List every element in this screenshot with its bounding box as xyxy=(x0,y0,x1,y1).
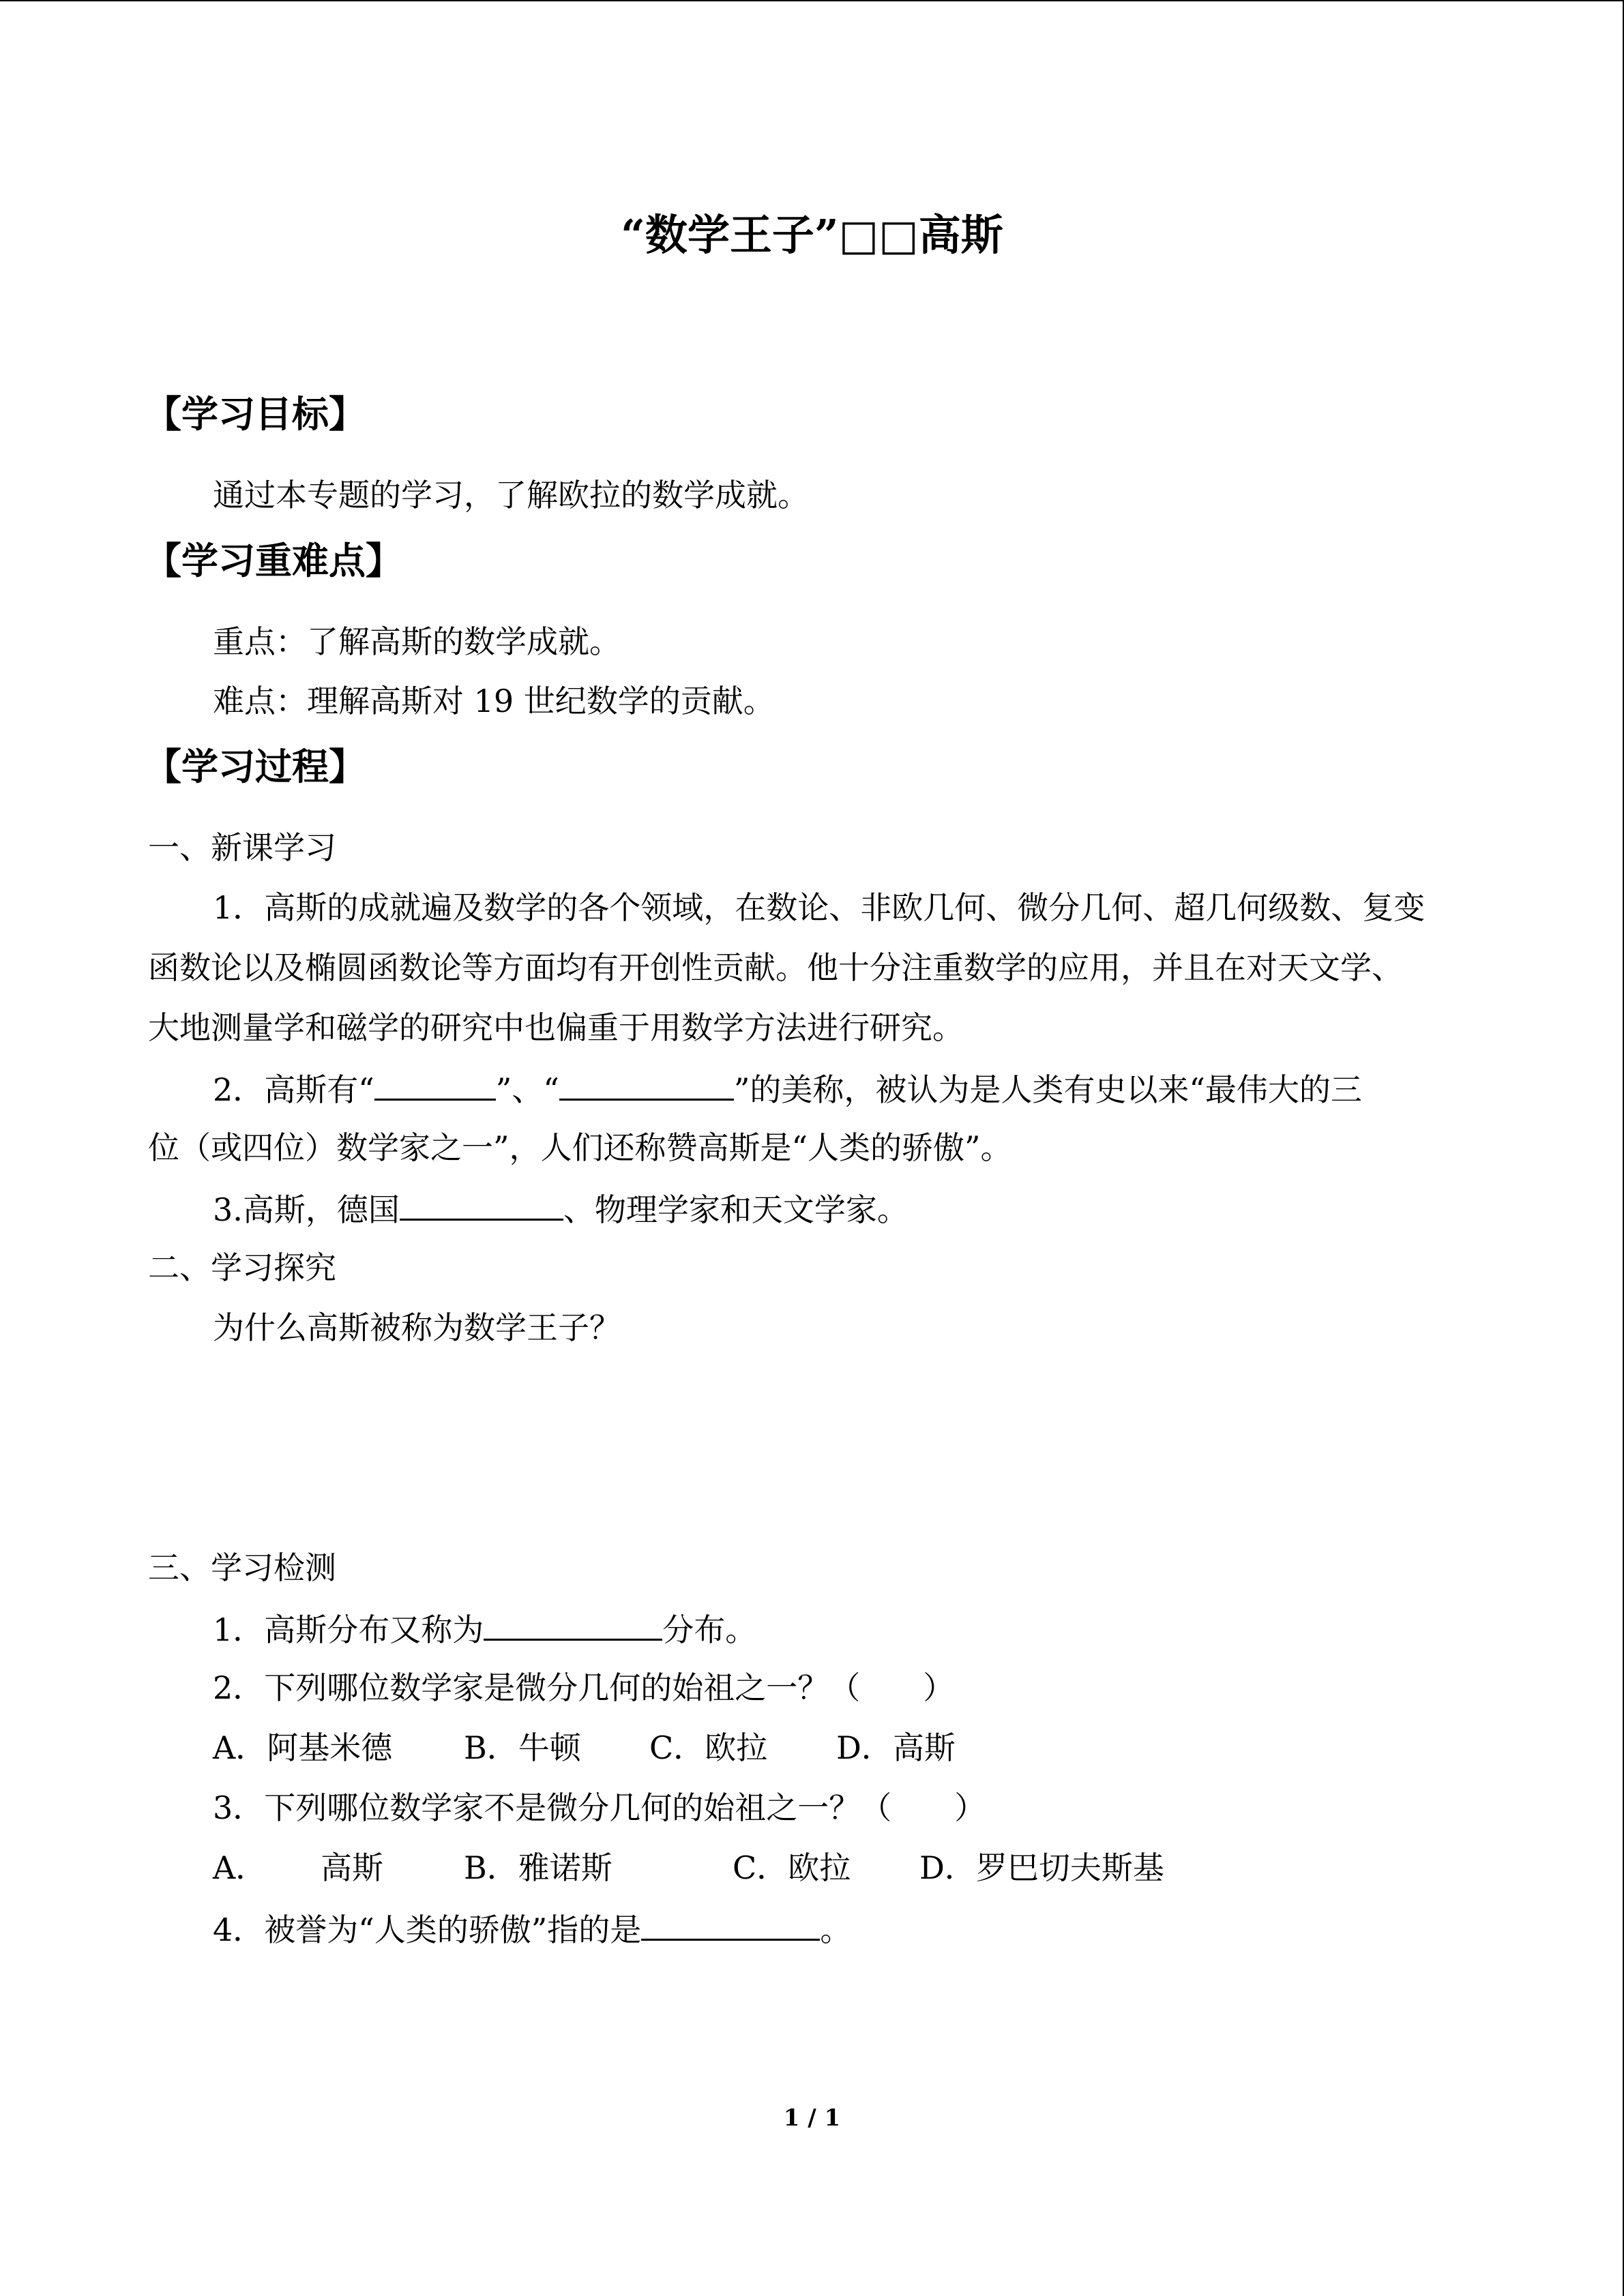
part1-item1-line2: 函数论以及椭圆函数论等方面均有开创性贡献。他十分注重数学的应用，并且在对天文学、 xyxy=(148,949,1403,986)
part1-item3 xyxy=(213,1187,909,1230)
q3-option-c[interactable]: C．欧拉 xyxy=(733,1849,851,1886)
part1-item3-text-a: 3.高斯，德国 xyxy=(213,1191,400,1228)
fill-blank-2[interactable] xyxy=(559,1067,734,1101)
test-q4-text-b: 。 xyxy=(820,1911,852,1948)
part1-item2-text-b: ”、“ xyxy=(495,1071,559,1108)
heading-learning-process: 【学习过程】 xyxy=(145,745,366,788)
q2-option-c[interactable]: C．欧拉 xyxy=(649,1729,768,1766)
part3-label: 三、学习检测 xyxy=(148,1549,336,1586)
part1-item2-line1 xyxy=(213,1067,1362,1110)
fill-blank-1[interactable] xyxy=(374,1067,496,1101)
q2-option-d[interactable]: D．高斯 xyxy=(836,1729,956,1766)
part1-label: 一、新课学习 xyxy=(148,829,336,866)
test-q4-text-a: 4．被誉为“人类的骄傲”指的是 xyxy=(213,1911,642,1948)
part2-question: 为什么高斯被称为数学王子？ xyxy=(213,1309,621,1346)
fill-blank-3[interactable] xyxy=(400,1187,563,1221)
fill-blank-5[interactable] xyxy=(641,1907,820,1941)
test-question-3: 3．下列哪位数学家不是微分几何的始祖之一？（ ） xyxy=(213,1789,986,1826)
difficult-point-text: 难点：理解高斯对 19 世纪数学的贡献。 xyxy=(213,683,775,719)
q3-option-a-text[interactable]: 高斯 xyxy=(321,1849,383,1886)
q3-option-a-label[interactable]: A． xyxy=(213,1849,267,1886)
key-point-text: 重点：了解高斯的数学成就。 xyxy=(213,623,621,660)
q3-option-d[interactable]: D．罗巴切夫斯基 xyxy=(919,1849,1164,1886)
learning-goals-text: 通过本专题的学习，了解欧拉的数学成就。 xyxy=(213,477,809,513)
test-question-4 xyxy=(213,1907,851,1950)
heading-learning-goals: 【学习目标】 xyxy=(145,392,366,436)
part1-item1-line3: 大地测量学和磁学的研究中也偏重于用数学方法进行研究。 xyxy=(148,1009,964,1046)
test-question-1 xyxy=(213,1607,756,1650)
part1-item2-text-c: ”的美称，被认为是人类有史以来“最伟大的三 xyxy=(733,1071,1362,1108)
test-question-2: 2．下列哪位数学家是微分几何的始祖之一？（ ） xyxy=(213,1669,955,1706)
page-title: “数学王子”□□高斯 xyxy=(621,210,1003,260)
part1-item2-line2: 位（或四位）数学家之一”，人们还称赞高斯是“人类的骄傲”。 xyxy=(148,1129,1012,1166)
part1-item1-line1: 1．高斯的成就遍及数学的各个领域，在数论、非欧几何、微分几何、超几何级数、复变 xyxy=(213,889,1426,926)
fill-blank-4[interactable] xyxy=(484,1607,662,1641)
q3-option-b[interactable]: B．雅诺斯 xyxy=(464,1849,612,1886)
part1-item2-text-a: 2．高斯有“ xyxy=(213,1071,374,1108)
q2-option-b[interactable]: B．牛顿 xyxy=(464,1729,581,1766)
page-number: 1 / 1 xyxy=(783,2104,841,2132)
q2-option-a[interactable]: A．阿基米德 xyxy=(213,1729,393,1766)
part1-item3-text-b: 、物理学家和天文学家。 xyxy=(563,1191,909,1228)
heading-key-points: 【学习重难点】 xyxy=(145,539,402,582)
part2-label: 二、学习探究 xyxy=(148,1249,336,1286)
test-q1-text-a: 1．高斯分布又称为 xyxy=(213,1611,484,1648)
test-q1-text-b: 分布。 xyxy=(662,1611,757,1648)
